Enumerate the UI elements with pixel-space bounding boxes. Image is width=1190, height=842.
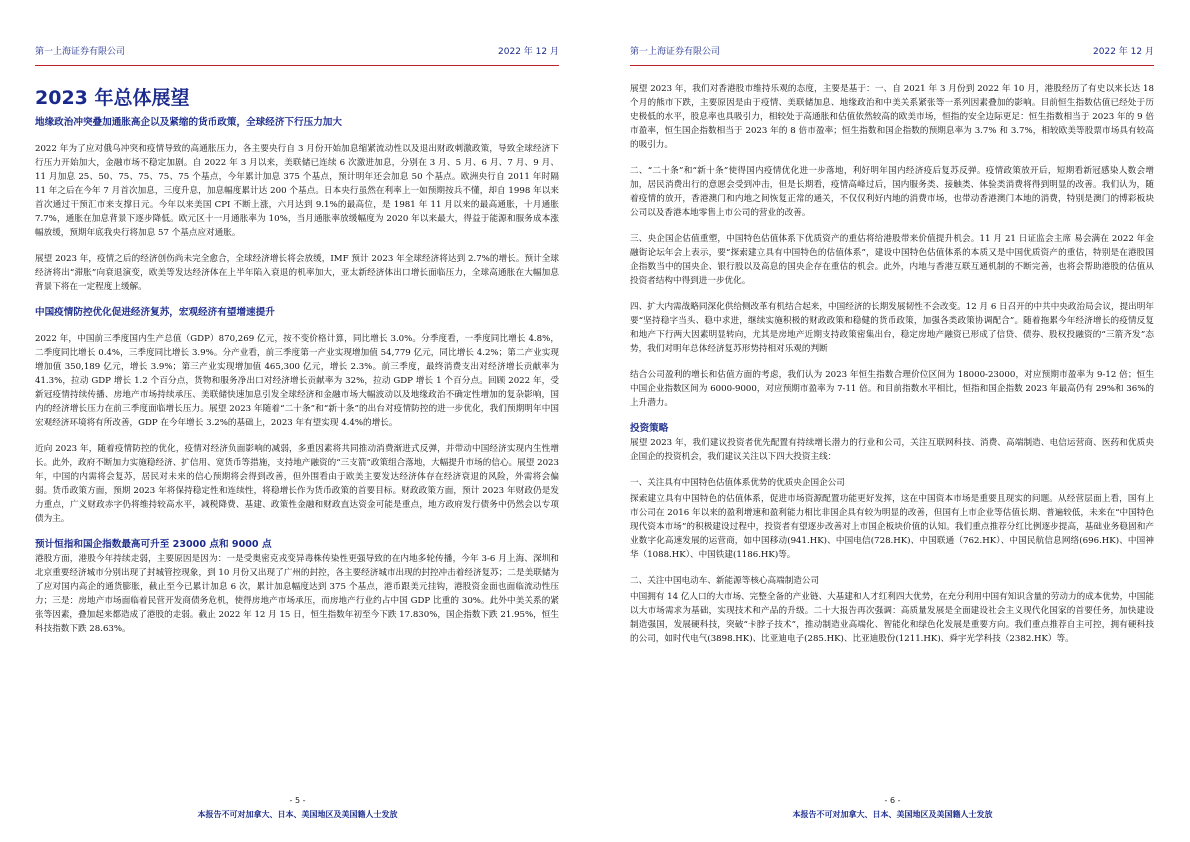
paragraph: 展望 2023 年，我们对香港股市维持乐观的态度，主要是基于：一、自 2021 年 3 月份到 2022 年 10 月，港股经历了有史以来长达 18 个月的熊市下跌，主要原因是由于疫情、美联储加息、地缘政治和中美关系紧张等一系列因素叠加的影响。目前恒生指数估值已经处于历史极低的水平，股息率也具吸引力，相较处于高通胀和估值依然较高的欧美市场，恒指的安全边际更足：恒生指数相当于 2023 年的 9 倍市盈率，恒生国企指数相当于 2023 年的 8 倍市盈率；恒生指数和国企指数的预期息率为 3.7% 和 3.7%，相较欧美等股票市场具有较高的吸引力。 bbox=[630, 84, 1154, 150]
paragraph: 结合公司盈利的增长和估值方面的考虑，我们认为 2023 年恒生指数合理价位区间为 18000-23000，对应预期市盈率为 9-12 倍；恒生中国企业指数区间为 6000-9000，对应预期市盈率为 7-11 倍。和目前指数水平相比，恒指和国企指数 2023 年最高仍有 29%和 36%的上升潜力。 bbox=[630, 370, 1154, 408]
paragraph: 四、扩大内需战略同深化供给侧改革有机结合起来，中国经济的长期发展韧性不会改变。12 月 6 日召开的中共中央政治局会议，提出明年要“坚持稳字当头、稳中求进，继续实施积极的财政政策和稳健的货币政策，加强各类政策协调配合”。随着拖累今年经济增长的疫情反复和地产下行两大因素明显转向，尤其是房地产近期支持政策密集出台，稳定房地产融资已形成了信贷、债券、股权投融资的“三箭齐发”态势，我们对明年总体经济复苏形势持相对乐观的判断 bbox=[630, 302, 1154, 354]
paragraph: 2022 年为了应对俄乌冲突和疫情导致的高通胀压力，各主要央行自 3 月份开始加息缩紧流动性以及退出财政刺激政策，导致全球经济下行压力开始加大，金融市场不稳定加剧。自 2022 年 3 月以来，美联储已连续 6 次激进加息，分别在 3 月、5 月、6 月、7 月、9 月、11 月加息 25、50、75、75、75、75 个基点，今年累计加息 375 个基点，预计明年还会加息 50 个基点。欧洲央行自 2011 年时隔 11 年之后在今年 7 月首次加息，三度升息，加息幅度累计达 200 个基点。日本央行虽然在利率上一如预期按兵不懂，却自 1998 年以来首次通过干预汇市来支撑日元。今年以来美国 CPI 不断上涨，六月达到 9.1%的最高位，是 1981 年 11 月以来的最高通胀，十月通胀 7.7%，通胀在加息背景下逐步降低。欧元区十一月通胀率为 10%，当月通胀率放缓幅度为 2020 年以来最大，得益于能源和服务成本涨幅放缓，预期年底我央行将加息 57 个基点应对通胀。 bbox=[35, 144, 559, 238]
page-header bbox=[35, 44, 559, 58]
report-date: 2022 年 12 月 bbox=[1093, 47, 1154, 57]
page-footer bbox=[595, 796, 1190, 820]
page-number: - 6 - bbox=[884, 796, 901, 805]
paragraph: 中国拥有 14 亿人口的大市场、完整全备的产业链、大基建和人才红利四大优势，在充分利用中国有知识含量的劳动力的成本优势，中国能以大市场需求为基础，实现技术和产品的升级。二十大报告再次强调：高质量发展是全面建设社会主义现代化国家的首要任务，加快建设制造强国，发展硬科技，突破“卡脖子技术”，推动制造业高端化、智能化和绿色化发展是重要方向。我们重点推荐自主可控，拥有硬科技的公司，如时代电气(3898.HK)、比亚迪电子(285.HK)、比亚迪股份(1211.HK)、舜宇光学科技（2382.HK）等。 bbox=[630, 592, 1154, 644]
strategy-item-label: 二、关注中国电动车、新能源等核心高端制造公司 bbox=[630, 576, 820, 586]
page-right bbox=[595, 0, 1190, 842]
page-header bbox=[630, 44, 1154, 58]
left-content bbox=[35, 72, 559, 648]
paragraph: 展望 2023 年，我们建议投资者优先配置有持续增长潜力的行业和公司，关注互联网科技、消费、高端制造、电信运营商、医药和优质央企国企的投资机会，我们建议关注以下四大投资主线： bbox=[630, 438, 1154, 462]
company-name: 第一上海证券有限公司 bbox=[35, 47, 126, 57]
page-number: - 5 - bbox=[289, 796, 306, 805]
paragraph: 近向 2023 年，随着疫情防控的优化，疫情对经济负面影响的减弱，多重因素将共同推动消费渐进式反弹，并带动中国经济实现内生性增长。此外，政府不断加力实施稳经济、扩信用、宽货币等措施，支持地产融资的“三支箭”政策组合落地，大幅提升市场的信心。展望 2023 年，中国的内需将会复苏，居民对未来的信心预期将会得到改善，但外围看由于欧美主要发达经济体存在经济衰退的风险，外需将会偏弱。货币政策方面，预期 2023 年将保持稳定性和连续性，将稳增长作为货币政策的首要目标。财政政策方面，预计 2023 年财政仍是发力重点，广义财政赤字仍将维持较高水平，减税降费、基建、政策性金融和财政直达资金可能是重点，地方政府发行债务中仍然会以专项债为主。 bbox=[35, 444, 559, 524]
disclaimer: 本报告不可对加拿大、日本、美国地区及美国籍人士发放 bbox=[792, 810, 993, 819]
header-rule bbox=[630, 65, 1154, 66]
page-footer bbox=[0, 796, 595, 820]
section-heading-global: 地缘政治冲突叠加通胀高企以及紧缩的货币政策，全球经济下行压力加大 bbox=[35, 117, 342, 128]
paragraph: 2022 年，中国前三季度国内生产总值（GDP）870,269 亿元，按不变价格计算，同比增长 3.0%。分季度看，一季度同比增长 4.8%，二季度同比增长 0.4%，三季度同比增长 3.9%。分产业看，前三季度第一产业实现增加值 54,779 亿元，同比增长 4.2%；第二产业实现增加值 350,189 亿元，增长 3.9%；第三产业实现增加值 465,300 亿元，增长 2.3%。前三季度，最终消费支出对经济增长贡献率为 41.3%，拉动 GDP 增长 1.2 个百分点，货物和服务净出口对经济增长贡献率为 32%，拉动 GDP 增长 1 个百分点。回顾 2022 年，受新冠疫情持续传播、房地产市场持续承压、美联储快速加息引发全球经济和金融市场大幅波动以及地缘政治不确定性增加的复杂影响，国内的经济增长压力在前三季度面临增长压力。展望 2023 年随着“二十条”和“新十条”的出台对疫情防控的进一步优化，我们预期明年中国宏观经济环境将有所改善，GDP 在今年增长 3.2%的基础上，2023 年有望实现 4.4%的增长。 bbox=[35, 334, 559, 428]
paragraph: 二、“二十条”和“新十条”使得国内疫情优化进一步落地，利好明年国内经济疫后复苏反弹。疫情政策放开后，短期看新冠感染人数会增加，居民消费出行的意愿会受到冲击，但是长期看，疫情高峰过后，国内服务类、接触类、体验类消费将得到明显的改善。我们认为，随着疫情的放开，香港澳门和内地之间恢复正常的通关，不仅仅利好内地的消费市场，也带动香港澳门本地的消费，特别是澳门的博彩板块公司以及香港本地零售上市公司的营业的改善。 bbox=[630, 166, 1154, 218]
paragraph: 港股方面，港股今年持续走弱，主要原因是因为：一是受奥密克戎变异毒株传染性更强导致的在内地多轮传播，今年 3-6 月上海、深圳和北京重要经济城市分别出现了封城管控现象，到 10 月份又出现了广州的封控，各主要经济城市出现的封控冲击着经济复苏；二是美联储为了应对国内高企的通货膨胀，截止至今已累计加息 6 次，累计加息幅度达到 375 个基点，港币跟美元挂钩，港股资金面也面临流动性压力；三是：房地产市场面临着民营开发商债务危机，使得房地产市场承压，而房地产行业约占中国 GDP 比重的 30%。此外中美关系的紧张等因素，叠加起来都造成了港股的走弱。截止 2022 年 12 月 15 日，恒生指数年初至今下跌 17.830%，国企指数下跌 21.95%，恒生科技指数下跌 28.63%。 bbox=[35, 554, 559, 634]
company-name: 第一上海证券有限公司 bbox=[630, 47, 721, 57]
paragraph: 三、央企国企估值重塑，中国特色估值体系下优质资产的重估将给港股带来价值提升机会。11 月 21 日证监会主席 易会满在 2022 年金融街论坛年会上表示，要“探索建立具有中国特色的估值体系”，建设中国特色估值体系的本质又是中国优质资产的重估，特别是在港股国企指数当中的国央企、银行股以及高息的国央企存在重估的机会。此外，内地与香港互联互通机制的不断完善，也将会帮助港股的估值从投资者结构中得到进一步优化。 bbox=[630, 234, 1154, 286]
section-heading-china: 中国疫情防控优化促进经济复苏，宏观经济有望增速提升 bbox=[35, 307, 275, 318]
section-heading-strategy: 投资策略 bbox=[630, 423, 669, 434]
right-content bbox=[630, 82, 1154, 658]
report-date: 2022 年 12 月 bbox=[498, 47, 559, 57]
header-rule bbox=[35, 65, 559, 66]
paragraph: 展望 2023 年，疫情之后的经济创伤尚未完全愈合，全球经济增长将会放缓，IMF 预计 2023 年全球经济将达到 2.7%的增长。预计全球经济将出“滞胀”向衰退演变，欧美等发达经济体在上半年陷入衰退的机率加大，亚太新经济体出口增长面临压力，全球高通胀在大幅加息背景下将在一定程度上缓解。 bbox=[35, 254, 559, 292]
strategy-item-label: 一、关注具有中国特色估值体系优势的优质央企国企公司 bbox=[630, 478, 845, 488]
paragraph: 探索建立具有中国特色的估值体系，促进市场资源配置功能更好发挥，这在中国资本市场是重要且现实的问题。从经营层面上看，国有上市公司在 2016 年以来的盈利增速和盈利能力相比非国企具有较为明显的改善，但国有上市企业等估值长期、普遍较低，未来在“中国特色现代资本市场”的积极建设过程中，投资者有望逐步改善对上市国企板块价值的认知。我们重点推荐分红比例逐步提高，基础业务稳固和产业数字化高速发展的运营商，如中国移动(941.HK)、中国电信(728.HK)、中国联通（762.HK）、中国民航信息网络(696.HK)、中国神华（1088.HK）、中国铁建(1186.HK)等。 bbox=[630, 494, 1154, 560]
section-heading-hk: 预计恒指和国企指数最高可升至 23000 点和 9000 点 bbox=[35, 539, 272, 550]
disclaimer: 本报告不可对加拿大、日本、美国地区及美国籍人士发放 bbox=[197, 810, 398, 819]
page-title: 2023 年总体展望 bbox=[35, 87, 190, 109]
